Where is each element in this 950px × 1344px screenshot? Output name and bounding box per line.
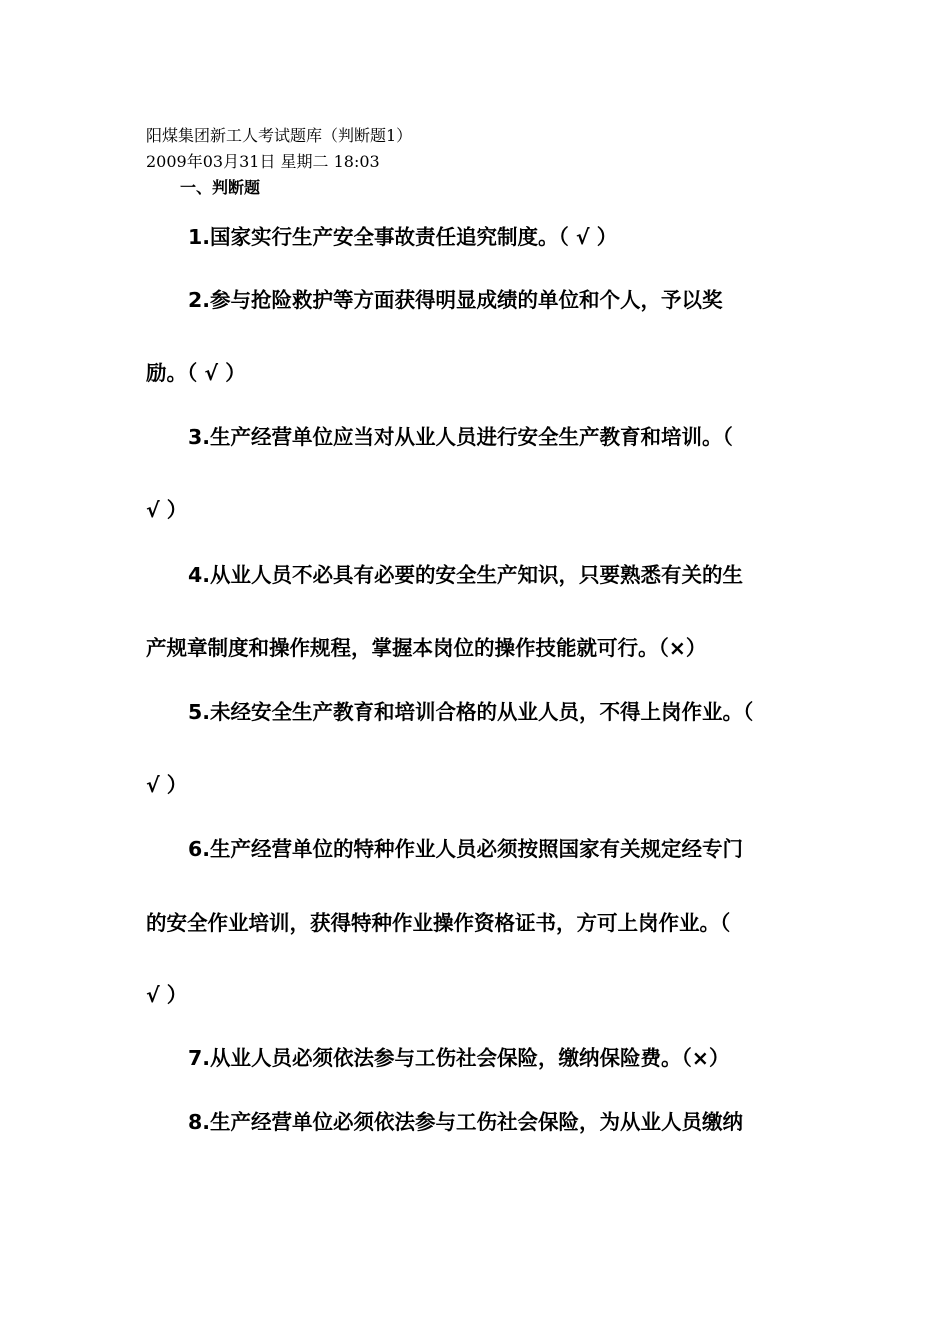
question-2-line-1: 2.参与抢险救护等方面获得明显成绩的单位和个人，予以奖 <box>188 288 723 312</box>
question-1-line-1: 1.国家实行生产安全事故责任追究制度。（ √ ） <box>188 225 618 249</box>
document-title: 阳煤集团新工人考试题库（判断题1） <box>146 126 413 145</box>
question-4-line-2: 产规章制度和操作规程，掌握本岗位的操作技能就可行。（×） <box>146 636 707 660</box>
question-5-line-2: √ ） <box>146 773 188 797</box>
section-heading: 一、判断题 <box>180 178 261 197</box>
question-5-line-1: 5.未经安全生产教育和培训合格的从业人员，不得上岗作业。（ <box>188 700 754 724</box>
question-6-line-3: √ ） <box>146 983 188 1007</box>
question-2-line-2: 励。（ √ ） <box>146 361 246 385</box>
question-3-line-1: 3.生产经营单位应当对从业人员进行安全生产教育和培训。（ <box>188 425 733 449</box>
question-4-line-1: 4.从业人员不必具有必要的安全生产知识，只要熟悉有关的生 <box>188 563 744 587</box>
question-8-line-1: 8.生产经营单位必须依法参与工伤社会保险，为从业人员缴纳 <box>188 1110 744 1134</box>
question-6-line-1: 6.生产经营单位的特种作业人员必须按照国家有关规定经专门 <box>188 837 744 861</box>
question-7-line-1: 7.从业人员必须依法参与工伤社会保险，缴纳保险费。（×） <box>188 1046 730 1070</box>
question-6-line-2: 的安全作业培训，获得特种作业操作资格证书，方可上岗作业。（ <box>146 911 731 935</box>
question-3-line-2: √ ） <box>146 498 188 522</box>
document-datetime: 2009年03月31日 星期二 18:03 <box>146 152 380 171</box>
